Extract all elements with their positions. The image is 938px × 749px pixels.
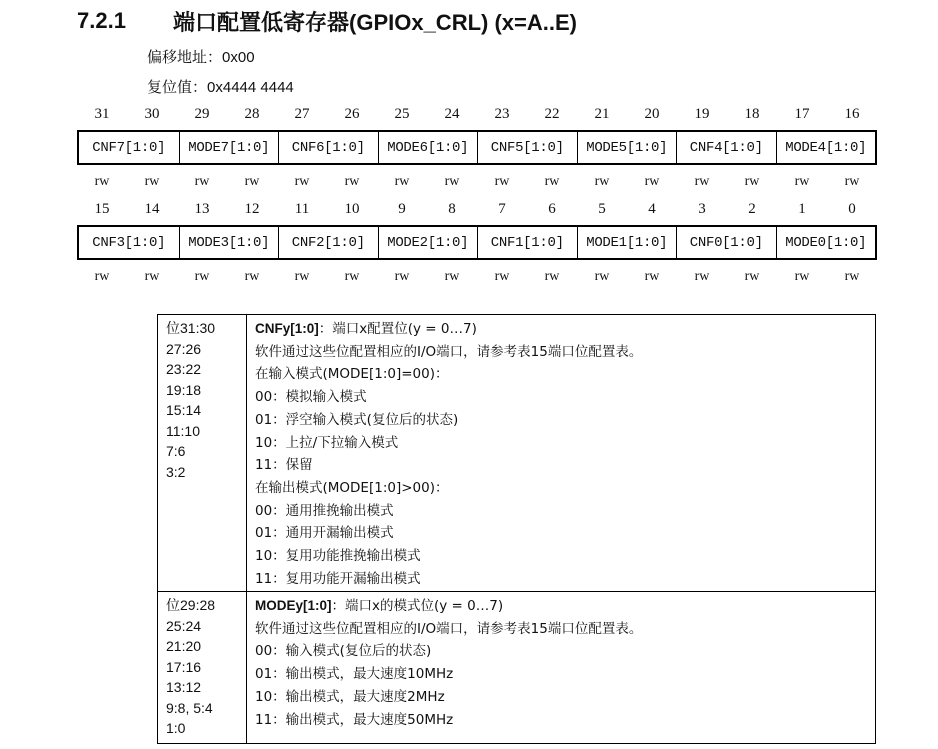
bit-number: 10 <box>344 201 360 217</box>
bit-number: 28 <box>244 106 260 122</box>
register-fields-low <box>77 225 877 260</box>
bit-number: 21 <box>594 106 610 122</box>
register-field: CNF1[1:0] <box>477 227 577 258</box>
bit-position: 9:8, 5:4 <box>166 699 213 716</box>
register-field: MODE5[1:0] <box>577 132 677 163</box>
register-field: MODE2[1:0] <box>378 227 478 258</box>
access-type: rw <box>844 174 860 189</box>
description-line: 11：保留 <box>255 457 313 474</box>
bit-number: 17 <box>794 106 810 122</box>
register-field: MODE7[1:0] <box>179 132 279 163</box>
bit-numbers-low <box>77 201 877 218</box>
register-field: MODE1[1:0] <box>577 227 677 258</box>
access-row-low <box>77 269 877 285</box>
access-type: rw <box>344 269 360 284</box>
description-line: 00：通用推挽输出模式 <box>255 502 394 519</box>
bit-position: 15:14 <box>166 402 202 418</box>
bit-position: 位29:28 <box>166 597 216 613</box>
bit-number: 14 <box>144 201 160 217</box>
access-type: rw <box>94 269 110 284</box>
field-title: ：端口x的模式位(y = 0…7) <box>331 598 504 614</box>
access-type: rw <box>644 174 660 189</box>
bit-number: 11 <box>294 201 310 217</box>
bit-number: 24 <box>444 106 460 122</box>
access-row-high <box>77 174 877 190</box>
bit-position: 3:2 <box>166 463 186 480</box>
access-type: rw <box>794 269 810 284</box>
offset-label: 偏移地址： <box>147 48 223 66</box>
description-line: 在输入模式(MODE[1:0]=00)： <box>255 366 449 383</box>
bit-number: 1 <box>798 201 806 217</box>
description-row-mode <box>158 591 875 743</box>
description-line: 10：输出模式，最大速度2MHz <box>255 688 445 705</box>
reset-label: 复位值： <box>147 78 208 96</box>
access-type: rw <box>394 269 410 284</box>
bit-number: 6 <box>548 201 556 217</box>
register-field: MODE3[1:0] <box>179 227 279 258</box>
register-field: CNF2[1:0] <box>278 227 378 258</box>
bit-number: 22 <box>544 106 560 122</box>
field-heading <box>255 318 875 341</box>
bit-number: 25 <box>394 106 410 122</box>
access-type: rw <box>744 174 760 189</box>
access-type: rw <box>144 174 160 189</box>
bit-number: 8 <box>448 201 456 217</box>
description-line: 11：输出模式，最大速度50MHz <box>255 711 454 728</box>
section-heading <box>77 4 577 38</box>
bit-number: 26 <box>344 106 360 122</box>
access-type: rw <box>344 174 360 189</box>
register-field: CNF5[1:0] <box>477 132 577 163</box>
access-type: rw <box>744 269 760 284</box>
offset-value: 0x00 <box>222 49 255 66</box>
bit-position: 7:6 <box>166 443 186 459</box>
bit-number: 13 <box>194 201 210 217</box>
description-line: 10：上拉/下拉输入模式 <box>255 434 399 451</box>
field-name: CNFy[1:0] <box>255 321 319 336</box>
register-field: MODE4[1:0] <box>776 132 876 163</box>
field-heading <box>255 595 875 618</box>
bit-position: 25:24 <box>166 617 202 634</box>
bit-number: 19 <box>694 106 710 122</box>
access-type: rw <box>444 174 460 189</box>
access-type: rw <box>244 174 260 189</box>
bit-number: 29 <box>194 106 210 122</box>
bit-number: 18 <box>744 106 760 122</box>
register-field: CNF4[1:0] <box>676 132 776 163</box>
access-type: rw <box>444 269 460 284</box>
access-type: rw <box>544 174 560 189</box>
description-text <box>247 592 875 743</box>
bit-number: 7 <box>498 201 506 217</box>
bit-position: 11:10 <box>166 422 200 439</box>
register-field: MODE0[1:0] <box>776 227 876 258</box>
bit-numbers-high <box>77 106 877 123</box>
description-line: 01：输出模式，最大速度10MHz <box>255 666 454 683</box>
description-line: 软件通过这些位配置相应的I/O端口，请参考表15端口位配置表。 <box>255 620 643 637</box>
field-name: MODEy[1:0] <box>255 598 332 613</box>
access-type: rw <box>294 174 310 189</box>
description-line: 01：通用开漏输出模式 <box>255 525 394 542</box>
description-line: 00：模拟输入模式 <box>255 389 367 406</box>
bit-number: 5 <box>598 201 606 217</box>
access-type: rw <box>394 174 410 189</box>
access-type: rw <box>844 269 860 284</box>
access-type: rw <box>294 269 310 284</box>
bit-position: 21:20 <box>166 638 202 654</box>
bit-number: 3 <box>698 201 706 217</box>
bit-number: 23 <box>494 106 510 122</box>
access-type: rw <box>194 174 210 189</box>
bit-position: 位31:30 <box>166 320 216 336</box>
bit-number: 27 <box>294 106 310 122</box>
description-line: 软件通过这些位配置相应的I/O端口，请参考表15端口位配置表。 <box>255 343 643 360</box>
register-field: MODE6[1:0] <box>378 132 478 163</box>
bit-positions <box>158 315 247 591</box>
bit-position: 17:16 <box>166 658 202 675</box>
description-line: 在输出模式(MODE[1:0]>00)： <box>255 479 449 496</box>
section-number: 7.2.1 <box>77 8 126 33</box>
access-type: rw <box>644 269 660 284</box>
description-row-cnf <box>158 315 875 591</box>
access-type: rw <box>694 269 710 284</box>
bit-position: 1:0 <box>166 720 186 736</box>
description-line: 11：复用功能开漏输出模式 <box>255 570 421 587</box>
access-type: rw <box>94 174 110 189</box>
description-line: 01：浮空输入模式(复位后的状态) <box>255 411 459 428</box>
description-line: 10：复用功能推挽输出模式 <box>255 548 421 565</box>
bit-number: 2 <box>748 201 756 217</box>
bit-number: 15 <box>94 201 110 217</box>
bit-number: 12 <box>244 201 260 217</box>
access-type: rw <box>594 174 610 189</box>
bit-positions <box>158 592 247 743</box>
field-description-table <box>157 314 876 744</box>
bit-position: 23:22 <box>166 361 202 377</box>
reset-value <box>147 76 294 97</box>
description-line: 00：输入模式(复位后的状态) <box>255 643 432 660</box>
access-type: rw <box>544 269 560 284</box>
bit-number: 20 <box>644 106 660 122</box>
register-field: CNF3[1:0] <box>92 234 166 251</box>
section-title: 端口配置低寄存器(GPIOx_CRL) (x=A..E) <box>173 9 577 35</box>
access-type: rw <box>694 174 710 189</box>
bit-number: 9 <box>398 201 406 217</box>
access-type: rw <box>494 174 510 189</box>
bit-number: 4 <box>648 201 656 217</box>
access-type: rw <box>144 269 160 284</box>
bit-position: 19:18 <box>166 381 202 398</box>
register-field: CNF7[1:0] <box>92 139 166 156</box>
bit-position: 27:26 <box>166 340 202 357</box>
register-field: CNF0[1:0] <box>676 227 776 258</box>
bit-number: 30 <box>144 106 160 122</box>
access-type: rw <box>494 269 510 284</box>
bit-position: 13:12 <box>166 679 202 695</box>
access-type: rw <box>594 269 610 284</box>
access-type: rw <box>794 174 810 189</box>
access-type: rw <box>194 269 210 284</box>
register-field: CNF6[1:0] <box>278 132 378 163</box>
register-fields-high <box>77 130 877 165</box>
bit-number: 16 <box>844 106 860 122</box>
access-type: rw <box>244 269 260 284</box>
bit-number: 0 <box>848 201 856 217</box>
reset-value-text: 0x4444 4444 <box>207 79 294 96</box>
bit-number: 31 <box>94 106 110 122</box>
offset-address <box>147 46 255 67</box>
description-text <box>247 315 875 591</box>
field-title: ：端口x配置位(y = 0…7) <box>318 321 477 337</box>
